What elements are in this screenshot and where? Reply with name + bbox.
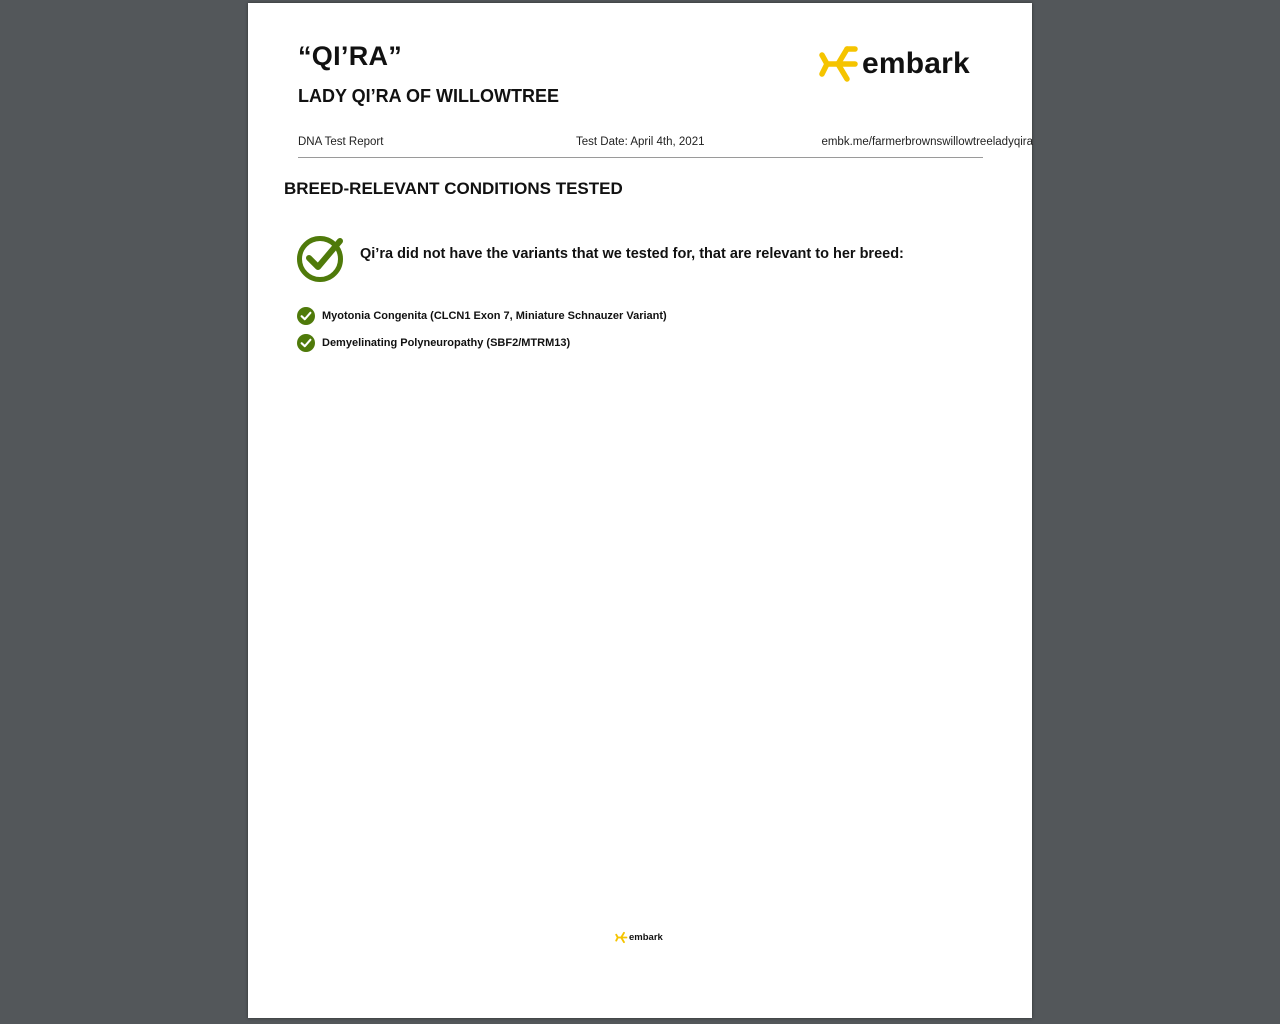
condition-name: Myotonia Congenita (CLCN1 Exon 7, Miniature Schnauzer Variant)	[322, 309, 667, 322]
check-circle-icon	[297, 307, 315, 325]
embark-logo	[818, 43, 970, 85]
report-meta	[298, 135, 1033, 153]
dog-registered-name: LADY QI’RA OF WILLOWTREE	[298, 86, 559, 106]
condition-item	[297, 302, 667, 329]
condition-name: Demyelinating Polyneuropathy (SBF2/MTRM13)	[322, 336, 571, 349]
embark-mark-icon	[818, 43, 860, 85]
embark-mark-icon	[615, 931, 628, 944]
header-divider	[298, 157, 983, 158]
dog-call-name: “QI’RA”	[298, 41, 403, 71]
check-circle-icon	[297, 334, 315, 352]
section-title: BREED-RELEVANT CONDITIONS TESTED	[284, 179, 623, 198]
footer-embark-logo	[615, 931, 663, 944]
summary-text: Qi’ra did not have the variants that we tested for, that are relevant to her breed:	[360, 246, 904, 262]
report-type: DNA Test Report	[298, 136, 384, 148]
footer-wordmark: embark	[629, 932, 663, 943]
report-page	[248, 3, 1032, 1018]
condition-list	[297, 302, 667, 356]
check-circle-icon	[296, 232, 346, 282]
test-date: Test Date: April 4th, 2021	[576, 136, 705, 148]
embark-wordmark: embark	[862, 47, 970, 80]
condition-item	[297, 329, 667, 356]
profile-url: embk.me/farmerbrownswillowtreeladyqira	[821, 136, 1033, 148]
